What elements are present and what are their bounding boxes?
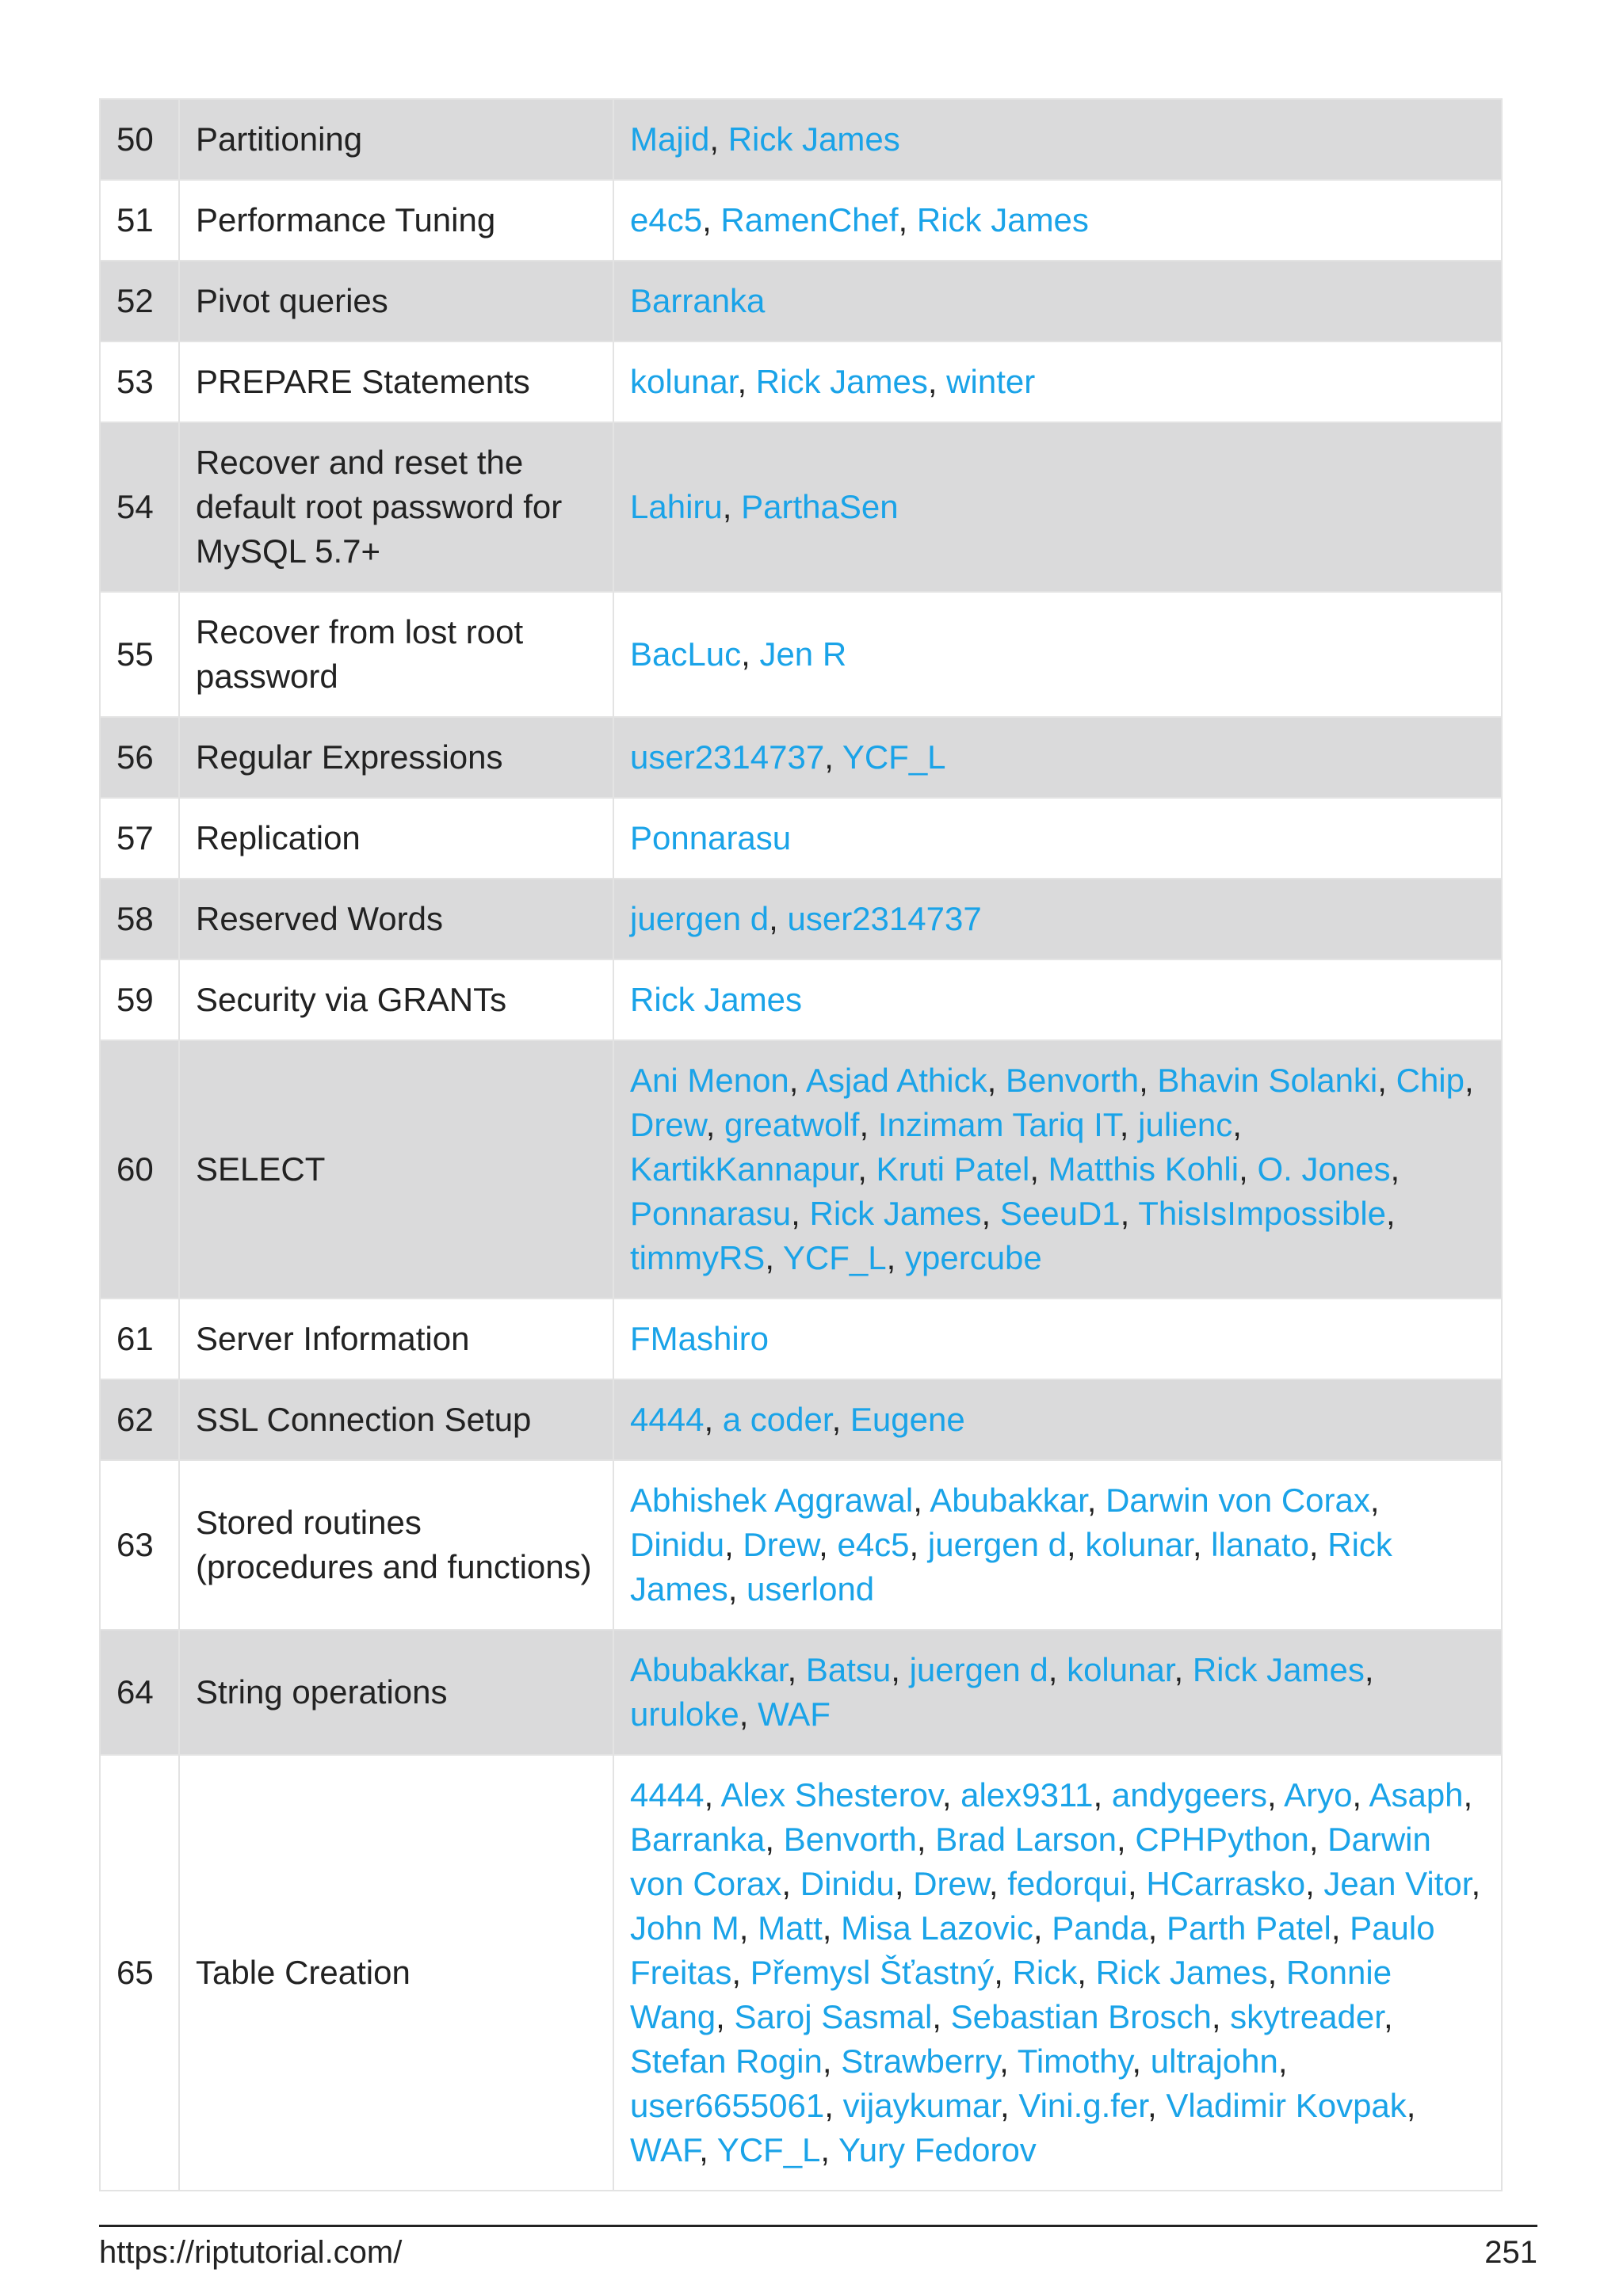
contributor-link[interactable]: Abubakkar [630, 1651, 788, 1688]
chapter-title: String operations [179, 1630, 613, 1755]
contributor-link[interactable]: kolunar [1085, 1526, 1193, 1563]
contributor-link[interactable]: Paulo Freitas [630, 1909, 1435, 1991]
separator: , [1331, 1909, 1350, 1947]
table-row [100, 717, 1502, 798]
contributor-link[interactable]: Aryo [1284, 1776, 1353, 1814]
contributor-link[interactable]: Ronnie Wang [630, 1954, 1392, 2035]
contributor-link[interactable]: vijaykumar [842, 2087, 1000, 2124]
contributor-link[interactable]: Panda [1052, 1909, 1148, 1947]
contributor-link[interactable]: Batsu [805, 1651, 892, 1688]
contributor-link[interactable]: e4c5 [837, 1526, 910, 1563]
separator: , [927, 363, 947, 400]
chapter-title: Reserved Words [179, 879, 613, 959]
separator: , [765, 1821, 784, 1858]
contributor-link[interactable]: userlond [747, 1570, 875, 1608]
separator: , [1465, 1062, 1474, 1099]
separator: , [1117, 1821, 1136, 1858]
table-row [100, 180, 1502, 261]
contributor-link[interactable]: Eugene [850, 1401, 965, 1438]
contributor-link[interactable]: BacLuc [630, 635, 742, 673]
separator: , [1308, 1821, 1328, 1858]
contributor-link[interactable]: Sebastian Brosch [950, 1998, 1212, 2035]
contributor-link[interactable]: ThisIsImpossible [1138, 1195, 1387, 1232]
chapter-title: SELECT [179, 1040, 613, 1299]
table-row [100, 959, 1502, 1040]
separator: , [1029, 1150, 1048, 1188]
contributors-cell [613, 1755, 1502, 2191]
contributor-link[interactable]: skytreader [1230, 1998, 1384, 2035]
contributor-link[interactable]: winter [946, 363, 1036, 400]
contributor-link[interactable]: Dinidu [800, 1865, 895, 1902]
chapter-number: 61 [100, 1299, 179, 1379]
separator: , [1147, 2087, 1167, 2124]
table-row [100, 1755, 1502, 2191]
contributor-link[interactable]: Drew [630, 1106, 706, 1143]
contributor-link[interactable]: Kruti Patel [876, 1150, 1030, 1188]
contributor-link[interactable]: O. Jones [1257, 1150, 1391, 1188]
separator: , [737, 363, 756, 400]
contributor-link[interactable]: Matt [758, 1909, 823, 1947]
table-row [100, 422, 1502, 592]
contributor-link[interactable]: user2314737 [630, 738, 825, 776]
separator: , [724, 1526, 743, 1563]
separator: , [739, 1909, 758, 1947]
contributors-cell [613, 180, 1502, 261]
separator: , [1305, 1865, 1324, 1902]
table-row [100, 1299, 1502, 1379]
chapter-number: 65 [100, 1755, 179, 2191]
separator: , [886, 1239, 905, 1276]
separator: , [1192, 1526, 1212, 1563]
chapter-title: Recover and reset the default root password for MySQL 5.7+ [179, 422, 613, 592]
chapter-title: Regular Expressions [179, 717, 613, 798]
contributor-link[interactable]: Rick James [916, 201, 1089, 238]
contributor-link[interactable]: Darwin von Corax [630, 1821, 1431, 1902]
separator: , [898, 201, 917, 238]
contributor-link[interactable]: ParthaSen [741, 488, 899, 525]
separator: , [831, 1401, 850, 1438]
chapter-title: Replication [179, 798, 613, 879]
separator: , [731, 1954, 750, 1991]
contributor-link[interactable]: Majid [630, 120, 710, 158]
contributor-link[interactable]: juergen d [630, 900, 769, 937]
separator: , [1369, 1482, 1380, 1519]
separator: , [1128, 1865, 1147, 1902]
separator: , [999, 2042, 1018, 2080]
chapter-number: 51 [100, 180, 179, 261]
separator: , [909, 1526, 928, 1563]
table-row [100, 1630, 1502, 1755]
separator: , [1033, 1909, 1052, 1947]
contributor-link[interactable]: WAF [758, 1695, 831, 1733]
separator: , [769, 900, 788, 937]
separator: , [1390, 1150, 1400, 1188]
chapter-number: 62 [100, 1379, 179, 1460]
contributors-cell [613, 1040, 1502, 1299]
contributor-link[interactable]: llanato [1211, 1526, 1309, 1563]
contributor-link[interactable]: Benvorth [1005, 1062, 1140, 1099]
footer-divider [99, 2225, 1537, 2227]
separator: , [824, 2087, 843, 2124]
chapter-title: Pivot queries [179, 261, 613, 341]
chapter-title: PREPARE Statements [179, 341, 613, 422]
contributor-link[interactable]: Rick James [727, 120, 900, 158]
separator: , [988, 1865, 1008, 1902]
chapter-number: 56 [100, 717, 179, 798]
separator: , [716, 1998, 735, 2035]
contributor-link[interactable]: greatwolf [724, 1106, 860, 1143]
separator: , [1077, 1954, 1096, 1991]
contributor-link[interactable]: uruloke [630, 1695, 739, 1733]
contributor-link[interactable]: e4c5 [630, 201, 703, 238]
separator: , [789, 1062, 806, 1099]
separator: , [916, 1821, 936, 1858]
chapter-number: 52 [100, 261, 179, 341]
contributor-link[interactable]: Rick James [809, 1195, 982, 1232]
separator: , [987, 1062, 1006, 1099]
contributor-link[interactable]: Bhavin Solanki [1157, 1062, 1378, 1099]
separator: , [722, 488, 742, 525]
contributor-link[interactable]: Saroj Sasmal [734, 1998, 933, 2035]
separator: , [891, 1651, 910, 1688]
separator: , [941, 1776, 961, 1814]
contributor-link[interactable]: juergen d [909, 1651, 1048, 1688]
contributor-link[interactable]: Přemysl Šťastný [750, 1954, 995, 1991]
contributor-link[interactable]: Drew [743, 1526, 819, 1563]
separator: , [741, 635, 760, 673]
separator: , [704, 1776, 721, 1814]
contributor-link[interactable]: Ani Menon [630, 1062, 789, 1099]
contributor-link[interactable]: 4444 [630, 1401, 705, 1438]
contributor-link[interactable]: Rick James [630, 981, 803, 1018]
separator: , [1364, 1651, 1374, 1688]
contributor-link[interactable]: alex9311 [960, 1776, 1094, 1814]
chapter-number: 64 [100, 1630, 179, 1755]
separator: , [824, 738, 842, 776]
separator: , [1386, 1195, 1396, 1232]
separator: , [1463, 1776, 1473, 1814]
contributor-link[interactable]: kolunar [1067, 1651, 1174, 1688]
contributor-link[interactable]: ypercube [904, 1239, 1042, 1276]
separator: , [857, 1150, 876, 1188]
contributor-link[interactable]: Vini.g.fer [1018, 2087, 1148, 2124]
contributor-link[interactable]: Ponnarasu [630, 1195, 792, 1232]
separator: , [709, 120, 728, 158]
separator: , [702, 201, 721, 238]
contributors-cell [613, 798, 1502, 879]
chapter-title: Performance Tuning [179, 180, 613, 261]
separator: , [765, 1239, 783, 1276]
contributor-link[interactable]: RamenChef [720, 201, 899, 238]
table-row [100, 879, 1502, 959]
contributor-link[interactable]: YCF_L [716, 2131, 821, 2168]
contributor-link[interactable]: Barranka [630, 1821, 766, 1858]
contributor-link[interactable]: Strawberry [841, 2042, 1000, 2080]
separator: , [1048, 1651, 1067, 1688]
contributor-link[interactable]: Rick James [755, 363, 928, 400]
contributor-link[interactable]: FMashiro [630, 1320, 769, 1357]
separator: , [994, 1954, 1013, 1991]
separator: , [1406, 2087, 1416, 2124]
separator: , [705, 1106, 725, 1143]
separator: , [791, 1195, 810, 1232]
separator: , [820, 2131, 839, 2168]
contributors-cell [613, 879, 1502, 959]
contributor-link[interactable]: Rick James [630, 1526, 1392, 1608]
table-row [100, 1379, 1502, 1460]
contributor-link[interactable]: kolunar [630, 363, 738, 400]
contributor-link[interactable]: user6655061 [630, 2087, 825, 2124]
separator: , [1308, 1526, 1328, 1563]
contributor-link[interactable]: Abhishek Aggrawal [630, 1482, 914, 1519]
contributor-link[interactable]: timmyRS [630, 1239, 766, 1276]
separator: , [1093, 1776, 1112, 1814]
contributor-link[interactable]: SeeuD1 [999, 1195, 1121, 1232]
contributor-link[interactable]: Abubakkar [930, 1482, 1087, 1519]
contributor-link[interactable]: julienc [1138, 1106, 1233, 1143]
chapter-number: 57 [100, 798, 179, 879]
separator: , [1239, 1150, 1258, 1188]
separator: , [1132, 2042, 1151, 2080]
table-row [100, 592, 1502, 717]
chapter-number: 54 [100, 422, 179, 592]
chapter-title: Partitioning [179, 99, 613, 180]
contributor-link[interactable]: HCarrasko [1146, 1865, 1306, 1902]
separator: , [1119, 1106, 1139, 1143]
chapter-number: 55 [100, 592, 179, 717]
contributor-link[interactable]: Drew [913, 1865, 989, 1902]
contributors-cell [613, 1379, 1502, 1460]
contributor-link[interactable]: YCF_L [782, 1239, 887, 1276]
chapter-number: 58 [100, 879, 179, 959]
separator: , [1174, 1651, 1193, 1688]
contributor-link[interactable]: KartikKannapur [630, 1150, 858, 1188]
contributors-table [99, 98, 1503, 2191]
contributor-link[interactable]: Matthis Kohli [1048, 1150, 1239, 1188]
separator: , [913, 1482, 930, 1519]
contributor-link[interactable]: Misa Lazovic [841, 1909, 1033, 1947]
contributor-link[interactable]: fedorqui [1007, 1865, 1128, 1902]
contributor-link[interactable]: Jen R [759, 635, 847, 673]
footer-url[interactable]: https://riptutorial.com/ [99, 2235, 403, 2270]
chapter-title: Security via GRANTs [179, 959, 613, 1040]
contributor-link[interactable]: Ponnarasu [630, 819, 792, 856]
contributors-cell [613, 1630, 1502, 1755]
chapter-title: Recover from lost root password [179, 592, 613, 717]
contributors-cell [613, 341, 1502, 422]
separator: , [859, 1106, 878, 1143]
contributor-link[interactable]: Barranka [630, 282, 766, 319]
contributor-link[interactable]: a coder [722, 1401, 832, 1438]
separator: , [781, 1865, 800, 1902]
separator: , [1267, 1954, 1286, 1991]
separator: , [1352, 1776, 1369, 1814]
separator: , [1377, 1062, 1396, 1099]
separator: , [704, 1401, 723, 1438]
table-row [100, 261, 1502, 341]
contributors-cell [613, 592, 1502, 717]
separator: , [1383, 1998, 1393, 2035]
contributor-link[interactable]: Benvorth [783, 1821, 917, 1858]
chapter-number: 50 [100, 99, 179, 180]
contributor-link[interactable]: user2314737 [787, 900, 982, 937]
separator: , [981, 1195, 1000, 1232]
contributor-link[interactable]: Asaph [1369, 1776, 1464, 1814]
contributor-link[interactable]: Stefan Rogin [630, 2042, 823, 2080]
separator: , [932, 1998, 951, 2035]
separator: , [822, 2042, 842, 2080]
page-number: 251 [1484, 2235, 1537, 2270]
contributor-link[interactable]: Darwin von Corax [1106, 1482, 1370, 1519]
contributor-link[interactable]: Yury Fedorov [838, 2131, 1037, 2168]
separator: , [787, 1651, 806, 1688]
contributor-link[interactable]: CPHPython [1135, 1821, 1309, 1858]
contributor-link[interactable]: Rick James [1095, 1954, 1268, 1991]
contributor-link[interactable]: John M [630, 1909, 739, 1947]
contributors-table-body [100, 99, 1502, 2191]
chapter-title: Table Creation [179, 1755, 613, 2191]
chapter-number: 63 [100, 1460, 179, 1630]
contributor-link[interactable]: Timothy [1017, 2042, 1132, 2080]
contributor-link[interactable]: Chip [1396, 1062, 1465, 1099]
separator: , [1267, 1776, 1285, 1814]
separator: , [1211, 1998, 1231, 2035]
contributor-link[interactable]: Jean Vitor [1323, 1865, 1472, 1902]
separator: , [1232, 1106, 1242, 1143]
separator: , [822, 1909, 842, 1947]
chapter-number: 59 [100, 959, 179, 1040]
contributors-cell [613, 959, 1502, 1040]
contributors-cell [613, 99, 1502, 180]
contributor-link[interactable]: Alex Shesterov [720, 1776, 942, 1814]
contributor-link[interactable]: WAF [630, 2131, 700, 2168]
table-row [100, 798, 1502, 879]
separator: , [1120, 1195, 1139, 1232]
separator: , [819, 1526, 838, 1563]
separator: , [999, 2087, 1019, 2124]
contributor-link[interactable]: Rick James [1192, 1651, 1365, 1688]
contributor-link[interactable]: YCF_L [842, 738, 946, 776]
contributor-link[interactable]: ultrajohn [1150, 2042, 1278, 2080]
table-row [100, 1040, 1502, 1299]
separator: , [739, 1695, 758, 1733]
contributors-cell [613, 261, 1502, 341]
separator: , [699, 2131, 717, 2168]
chapter-title: SSL Connection Setup [179, 1379, 613, 1460]
contributor-link[interactable]: Lahiru [630, 488, 723, 525]
separator: , [1086, 1482, 1106, 1519]
contributors-cell [613, 717, 1502, 798]
separator: , [894, 1865, 914, 1902]
separator: , [1148, 1909, 1167, 1947]
chapter-title: Server Information [179, 1299, 613, 1379]
chapter-number: 53 [100, 341, 179, 422]
contributor-link[interactable]: andygeers [1111, 1776, 1268, 1814]
separator: , [1277, 2042, 1288, 2080]
table-row [100, 341, 1502, 422]
chapter-title: Stored routines (procedures and functions) [179, 1460, 613, 1630]
contributor-link[interactable]: juergen d [927, 1526, 1067, 1563]
contributor-link[interactable]: Rick [1012, 1954, 1078, 1991]
contributor-link[interactable]: Asjad Athick [805, 1062, 987, 1099]
separator: , [727, 1570, 747, 1608]
separator: , [1139, 1062, 1158, 1099]
table-row [100, 99, 1502, 180]
contributor-link[interactable]: Parth Patel [1167, 1909, 1331, 1947]
contributors-cell [613, 1460, 1502, 1630]
contributor-link[interactable]: Brad Larson [935, 1821, 1117, 1858]
contributor-link[interactable]: 4444 [630, 1776, 705, 1814]
contributor-link[interactable]: Inzimam Tariq IT [877, 1106, 1120, 1143]
chapter-number: 60 [100, 1040, 179, 1299]
contributors-cell [613, 1299, 1502, 1379]
contributor-link[interactable]: Vladimir Kovpak [1166, 2087, 1407, 2124]
separator: , [1067, 1526, 1086, 1563]
separator: , [1471, 1865, 1481, 1902]
contributors-cell [613, 422, 1502, 592]
contributor-link[interactable]: Dinidu [630, 1526, 725, 1563]
table-row [100, 1460, 1502, 1630]
